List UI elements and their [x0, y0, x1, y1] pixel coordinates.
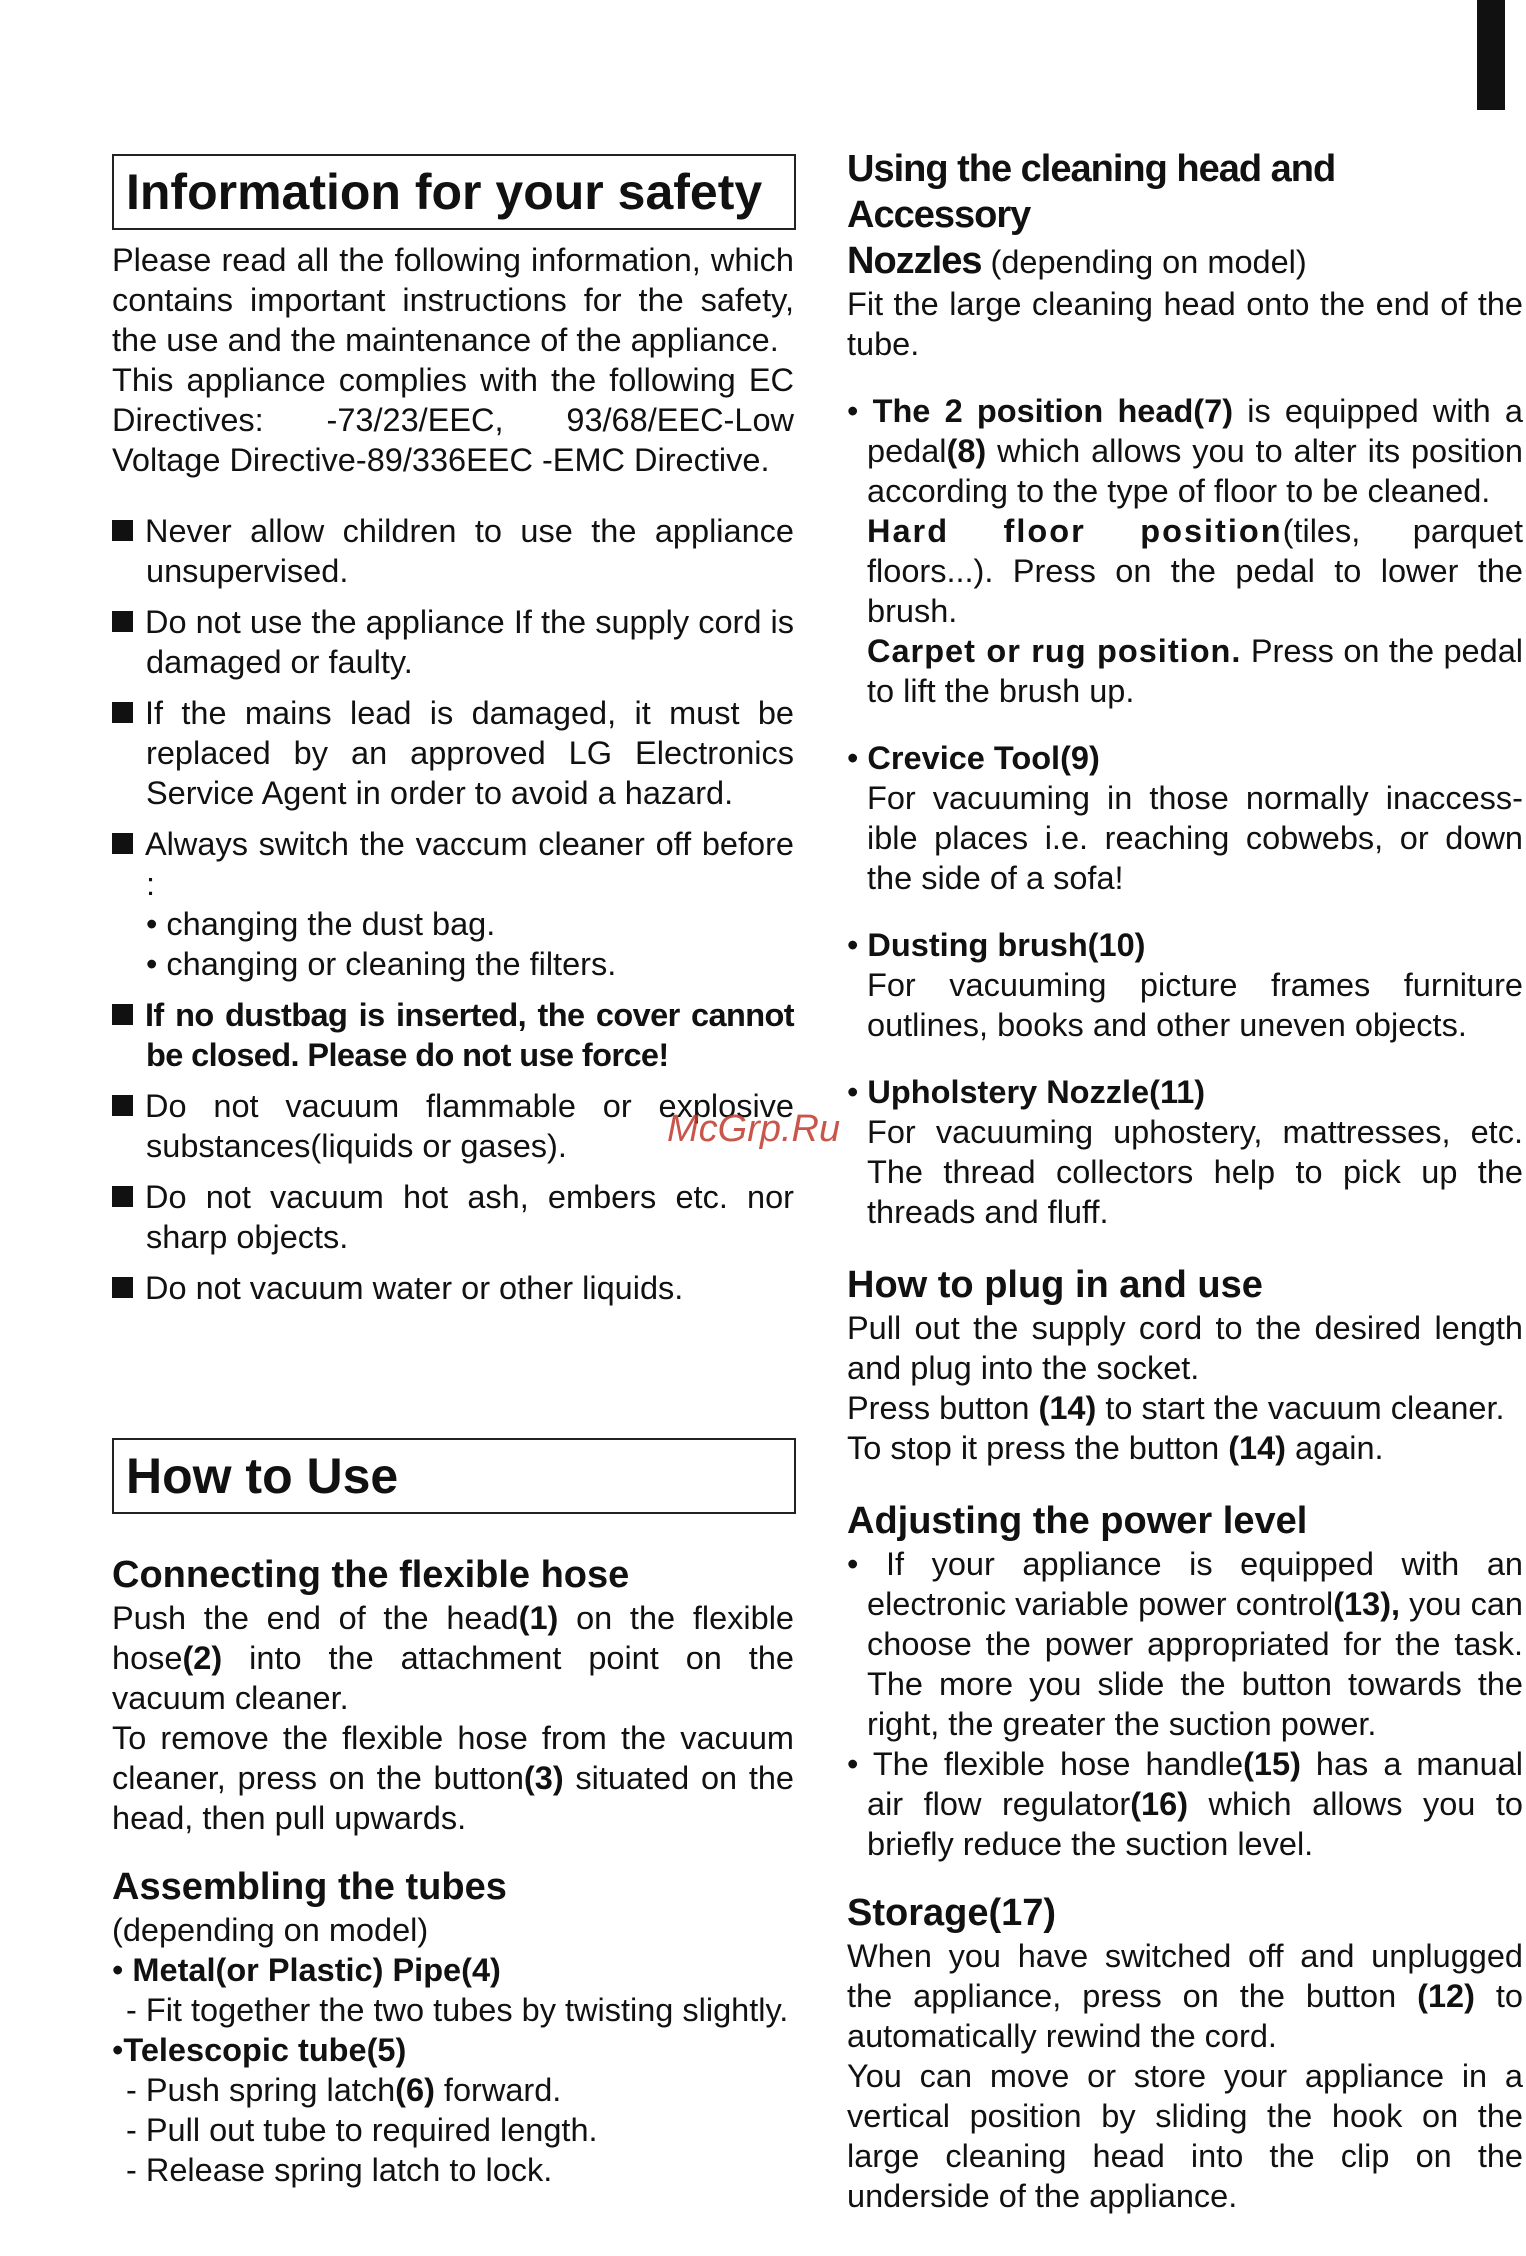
safety-item: Do not vacuum water or other liquids.: [112, 1268, 794, 1308]
plug-text-1: Pull out the supply cord to the desired length and plug into the socket.: [847, 1310, 1523, 1386]
safety-warning: If no dustbag is inserted, the cover cannot be closed. Please do not use force!: [112, 995, 794, 1075]
plug-text-2: Press button (14) to start the vacuum cleaner.: [847, 1390, 1505, 1426]
tubes-heading: Assembling the tubes: [112, 1866, 507, 1908]
safety-intro: Please read all the following information, which contains important instructions for the safety, the use and the maintenance of the appliance.: [112, 242, 794, 358]
hose-text-2: To remove the flexible hose from the vacuum cleaner, press on the button(3) situated on the head, then pull upwards.: [112, 1720, 795, 1836]
how-to-use-title-box: [112, 1438, 796, 1514]
right-column: [847, 146, 1523, 2216]
how-to-use-section: [112, 1552, 794, 2190]
dusting-brush-label: • Dusting brush(10): [847, 927, 1146, 963]
power-heading: Adjusting the power level: [847, 1500, 1308, 1542]
safety-item: Always switch the vaccum cleaner off before :: [112, 824, 794, 904]
how-to-use-title: How to Use: [126, 1448, 399, 1504]
crevice-tool-text: For vacuuming in those normally inaccess-ible places i.e. reaching cobwebs, or down the side of a sofa!: [867, 780, 1523, 896]
carpet-item: Carpet or rug position. Press on the pedal to lift the brush up.: [867, 633, 1524, 709]
telescopic-step: - Pull out tube to required length.: [126, 2112, 598, 2148]
storage-text-2: You can move or store your appliance in a vertical position by sliding the hook on the large cleaning head into the clip on the underside of the appliance.: [847, 2058, 1523, 2214]
accessory-heading-line2: Nozzles (depending on model): [847, 240, 1307, 282]
telescopic-step: - Release spring latch to lock.: [126, 2152, 553, 2188]
safety-title: Information for your safety: [126, 164, 763, 220]
power-item: • If your appliance is equipped with an electronic variable power control(13), you can choose the power appropriated for the task. The more you slide the button towards the right, the greater the suction power.: [847, 1546, 1524, 1742]
watermark: McGrp.Ru: [667, 1108, 841, 1150]
safety-subitem: • changing or cleaning the filters.: [146, 946, 617, 982]
storage-text-1: When you have switched off and unplugged the appliance, press on the button (12) to automatically rewind the cord.: [847, 1938, 1523, 2054]
safety-item: Never allow children to use the appliance unsupervised.: [112, 511, 794, 591]
power-item: • The flexible hose handle(15) has a manual air flow regulator(16) which allows you to briefly reduce the suction level.: [847, 1746, 1523, 1862]
accessory-heading: Using the cleaning head and Accessory: [847, 148, 1336, 236]
telescopic-step: - Push spring latch(6) forward.: [126, 2072, 562, 2108]
tubes-subheading: (depending on model): [112, 1912, 429, 1948]
metal-pipe-label: • Metal(or Plastic) Pipe(4): [112, 1952, 501, 1988]
upholstery-nozzle-text: For vacuuming uphostery, mattresses, etc. The thread collectors help to pick up the threads and fluff.: [867, 1114, 1523, 1230]
safety-item: Do not use the appliance If the supply cord is damaged or faulty.: [112, 602, 794, 682]
hose-heading: Connecting the flexible hose: [112, 1554, 630, 1596]
plug-text-3: To stop it press the button (14) again.: [847, 1430, 1384, 1466]
safety-title-box: [112, 154, 796, 230]
dusting-brush-text: For vacuuming picture frames furniture outlines, books and other uneven objects.: [867, 967, 1523, 1043]
hose-text-1: Push the end of the head(1) on the flexible hose(2) into the attachment point on the vacuum cleaner.: [112, 1600, 794, 1716]
page-tab-marker: [1477, 0, 1505, 110]
safety-item: If the mains lead is damaged, it must be replaced by an approved LG Electronics Service Agent in order to avoid a hazard.: [112, 693, 794, 813]
safety-item: Do not vacuum hot ash, embers etc. nor sharp objects.: [112, 1177, 794, 1257]
storage-heading: Storage(17): [847, 1892, 1057, 1934]
metal-pipe-step: - Fit together the two tubes by twisting slightly.: [126, 1992, 789, 2028]
safety-directives: This appliance complies with the following EC Directives: -73/23/EEC, 93/68/EEC-Low Voltage Directive-89/336EEC -EMC Directive.: [112, 362, 794, 478]
hard-floor-item: Hard floor position(tiles, parquet floors...). Press on the pedal to lower the brush.: [867, 513, 1523, 629]
position-head-item: • The 2 position head(7) is equipped with a pedal(8) which allows you to alter its position according to the type of floor to be cleaned.: [847, 393, 1523, 509]
upholstery-nozzle-label: • Upholstery Nozzle(11): [847, 1074, 1206, 1110]
safety-subitem: • changing the dust bag.: [146, 906, 496, 942]
crevice-tool-label: • Crevice Tool(9): [847, 740, 1100, 776]
accessory-intro: Fit the large cleaning head onto the end of the tube.: [847, 286, 1523, 362]
safety-item: Do not vacuum flammable or explosive substances(liquids or gases).: [112, 1086, 794, 1166]
telescopic-label: •Telescopic tube(5): [112, 2032, 407, 2068]
plug-heading: How to plug in and use: [847, 1264, 1263, 1306]
